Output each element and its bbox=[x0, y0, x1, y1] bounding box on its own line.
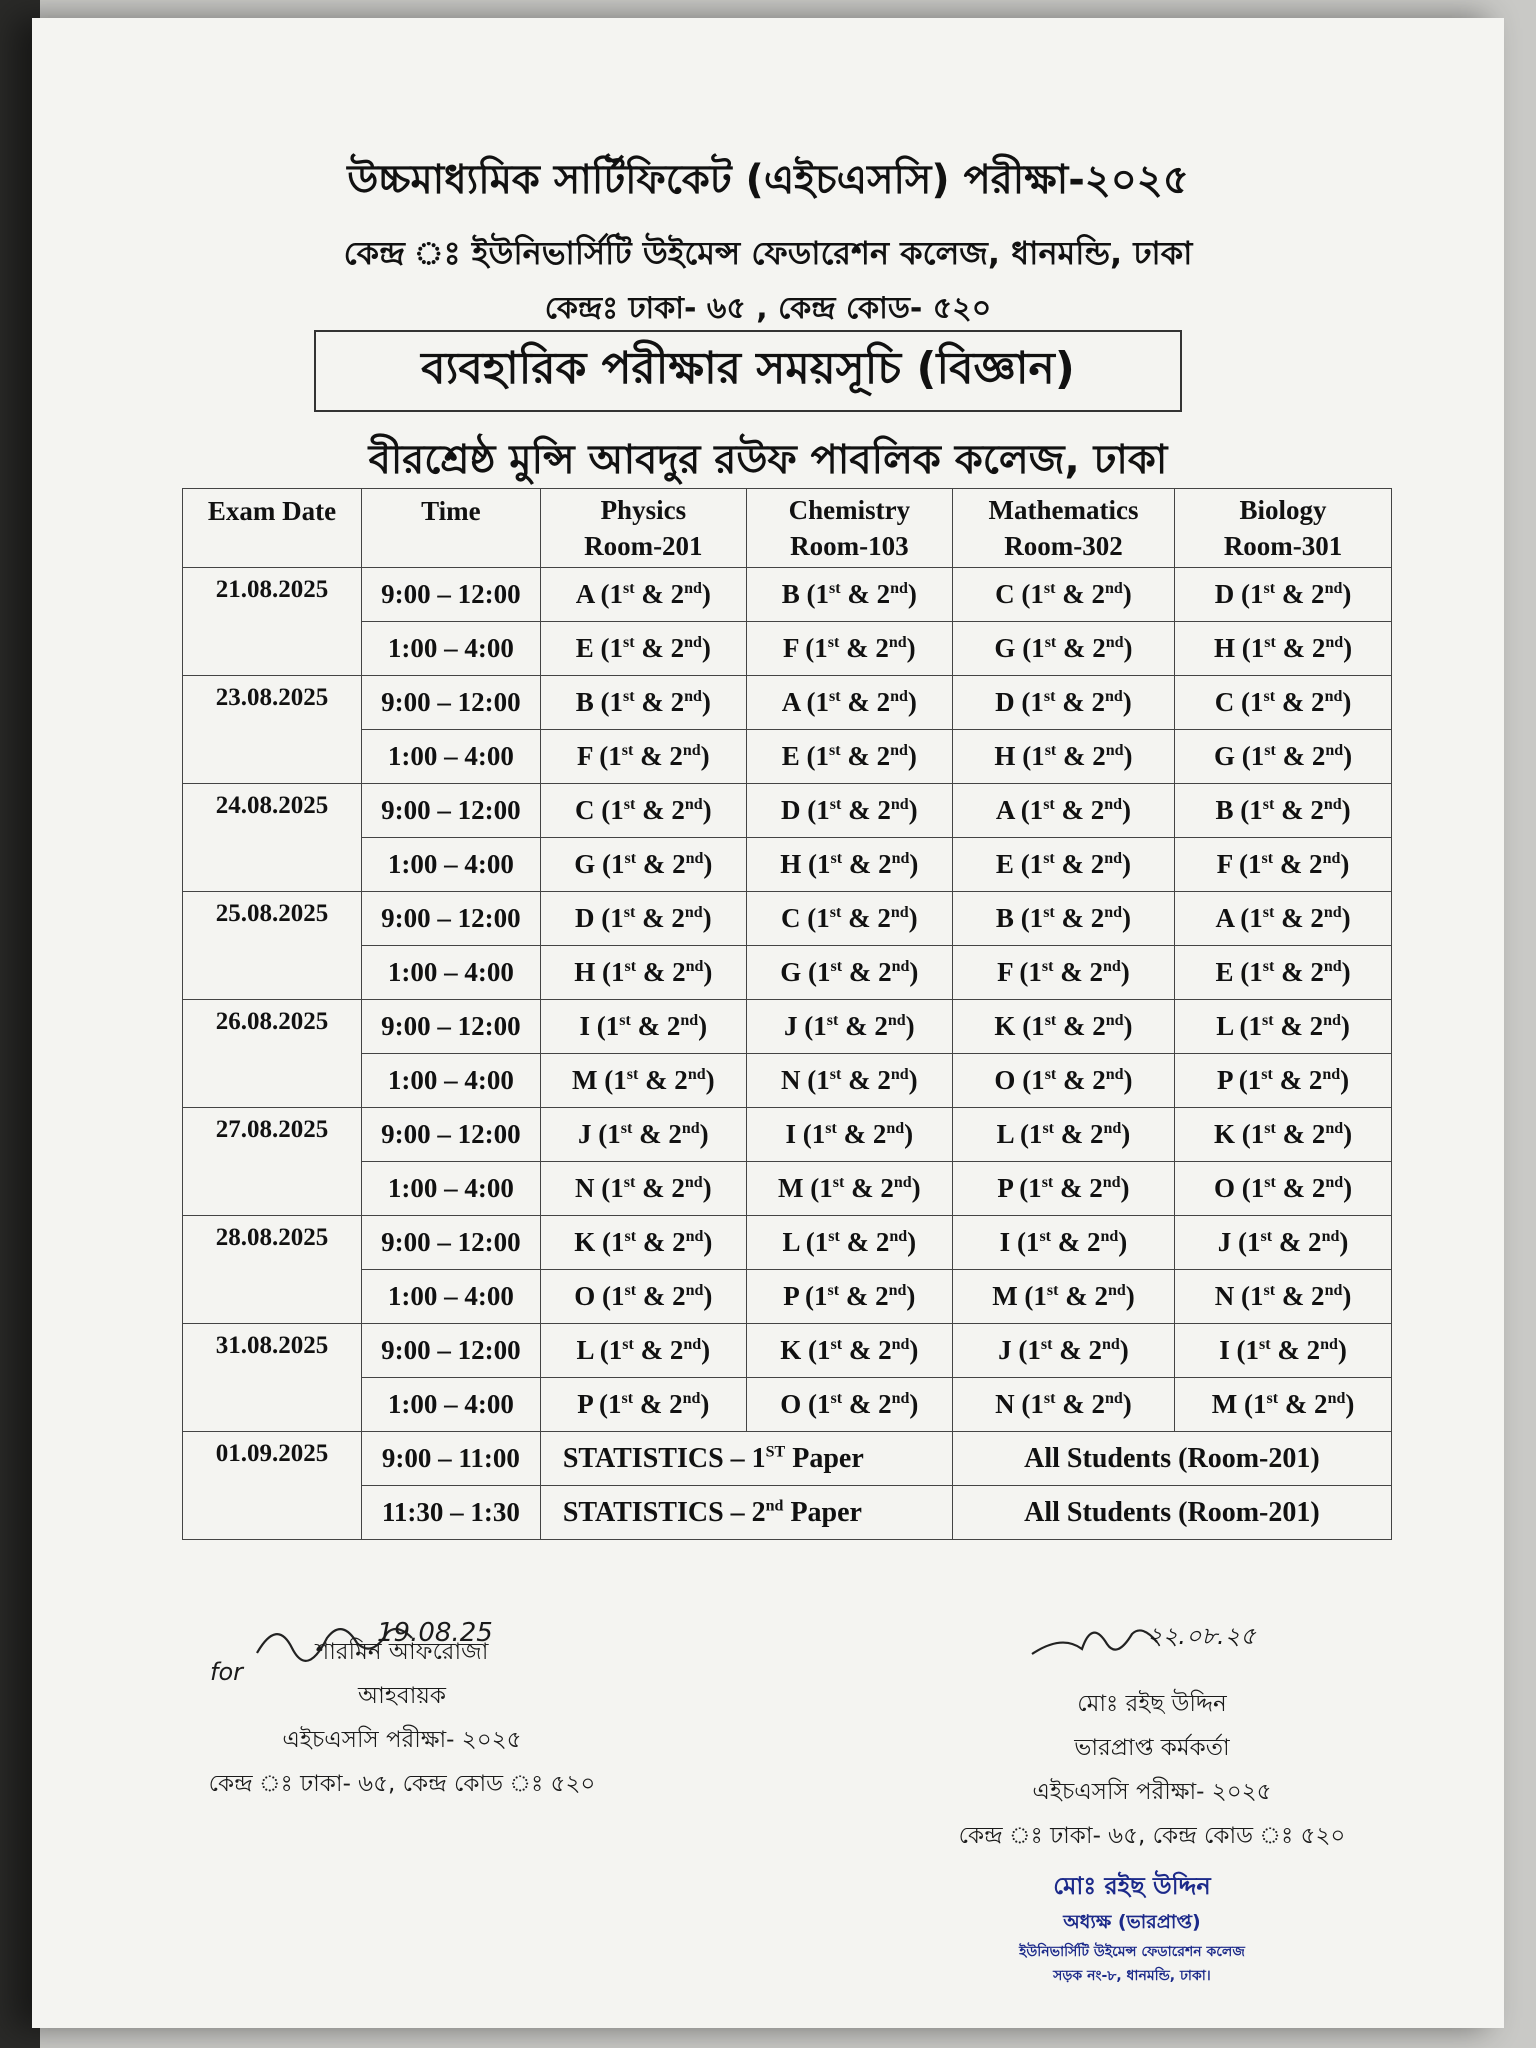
table-row bbox=[183, 730, 1392, 784]
paper-suffix: (1st & 2nd) bbox=[1022, 633, 1133, 663]
time-cell: 9:00 – 12:00 bbox=[361, 784, 540, 838]
table-row bbox=[183, 1486, 1392, 1540]
group-letter: G bbox=[574, 849, 596, 879]
center-code: কেন্দ্রঃ ঢাকা- ৬৫ , কেন্দ্র কোড- ৫২০ bbox=[544, 291, 992, 326]
paper-suffix: (1st & 2nd) bbox=[602, 957, 713, 987]
group-cell bbox=[1175, 1270, 1392, 1324]
group-letter: B bbox=[781, 579, 800, 609]
col-biology: Biology Room-301 bbox=[1175, 489, 1392, 568]
signatory-right bbox=[912, 1682, 1392, 1858]
group-cell bbox=[1175, 946, 1392, 1000]
group-letter: I bbox=[999, 1227, 1011, 1257]
table-row bbox=[183, 1432, 1392, 1486]
paper-suffix: (1st & 2nd) bbox=[1241, 741, 1353, 771]
exam-date-cell: 23.08.2025 bbox=[183, 676, 362, 784]
group-letter: G bbox=[1214, 741, 1236, 771]
group-cell bbox=[952, 1000, 1174, 1054]
table-row bbox=[183, 1000, 1392, 1054]
group-letter: A bbox=[575, 579, 594, 609]
paper-suffix: (1st & 2nd) bbox=[808, 1389, 919, 1419]
table-row bbox=[183, 1216, 1392, 1270]
group-letter: N bbox=[995, 1389, 1015, 1419]
group-letter: K bbox=[994, 1011, 1016, 1041]
group-cell bbox=[952, 1216, 1174, 1270]
paper-suffix: (1st & 2nd) bbox=[602, 1281, 713, 1311]
table-row bbox=[183, 1324, 1392, 1378]
group-letter: K bbox=[1214, 1119, 1236, 1149]
group-cell bbox=[746, 1270, 952, 1324]
group-letter: P bbox=[577, 1389, 593, 1419]
group-cell bbox=[1175, 730, 1392, 784]
paper-suffix: (1st & 2nd) bbox=[1021, 687, 1132, 717]
signatory-right-center: কেন্দ্র ঃ ঢাকা- ৬৫, কেন্দ্র কোড ঃ ৫২০ bbox=[958, 1823, 1346, 1849]
signatory-left-exam: এইচএসসি পরীক্ষা- ২০২৫ bbox=[282, 1727, 522, 1753]
signatory-left-name: শারমিন আফরোজা bbox=[315, 1639, 489, 1665]
notice-paper bbox=[32, 18, 1504, 2028]
stamp-address: সড়ক নং-৮, ধানমন্ডি, ঢাকা। bbox=[1053, 1968, 1211, 1984]
paper-suffix: (1st & 2nd) bbox=[602, 849, 713, 879]
group-letter: J bbox=[784, 1011, 798, 1041]
statistics-students-cell: All Students (Room-201) bbox=[952, 1486, 1391, 1540]
paper-suffix: (1st & 2nd) bbox=[1016, 1227, 1128, 1257]
paper-suffix: (1st & 2nd) bbox=[1241, 687, 1352, 717]
group-letter: H bbox=[780, 849, 802, 879]
group-cell bbox=[1175, 1054, 1392, 1108]
group-letter: M bbox=[1211, 1389, 1238, 1419]
group-cell bbox=[952, 622, 1174, 676]
table-row bbox=[183, 1378, 1392, 1432]
stamp-college: ইউনিভার্সিটি উইমেন্স ফেডারেশন কলেজ bbox=[1019, 1944, 1245, 1960]
paper-suffix: (1st & 2nd) bbox=[1239, 1011, 1350, 1041]
exam-date-cell: 27.08.2025 bbox=[183, 1108, 362, 1216]
paper-suffix: (1st & 2nd) bbox=[601, 1173, 712, 1203]
paper-suffix: (1st & 2nd) bbox=[596, 1011, 708, 1041]
center-name: কেন্দ্র ঃ ইউনিভার্সিটি উইমেন্স ফেডারেশন কলেজ, ধানমন্ডি, ঢাকা bbox=[343, 234, 1193, 272]
paper-suffix: (1st & 2nd) bbox=[1240, 795, 1351, 825]
time-cell: 9:00 – 12:00 bbox=[361, 1000, 540, 1054]
group-cell bbox=[540, 568, 746, 622]
paper-suffix: (1st & 2nd) bbox=[1244, 1389, 1355, 1419]
exam-date-cell: 28.08.2025 bbox=[183, 1216, 362, 1324]
group-cell bbox=[1175, 568, 1392, 622]
group-cell bbox=[952, 1324, 1174, 1378]
time-cell: 9:00 – 12:00 bbox=[361, 1216, 540, 1270]
col-time: Time bbox=[361, 489, 540, 568]
paper-suffix: (1st & 2nd) bbox=[600, 579, 711, 609]
group-cell bbox=[1175, 892, 1392, 946]
group-letter: D bbox=[1214, 579, 1235, 609]
group-cell bbox=[1175, 622, 1392, 676]
time-cell: 9:00 – 12:00 bbox=[361, 1324, 540, 1378]
group-cell bbox=[746, 1054, 952, 1108]
group-cell bbox=[952, 730, 1174, 784]
group-letter: M bbox=[992, 1281, 1018, 1311]
signatory-left-center: কেন্দ্র ঃ ঢাকা- ৬৫, কেন্দ্র কোড ঃ ৫২০ bbox=[208, 1771, 596, 1797]
group-cell bbox=[746, 1162, 952, 1216]
signatory-right-name: মোঃ রইছ উদ্দিন bbox=[1077, 1691, 1227, 1717]
paper-suffix: (1st & 2nd) bbox=[1020, 849, 1132, 879]
paper-suffix: (1st & 2nd) bbox=[1238, 1227, 1349, 1257]
group-cell bbox=[540, 1324, 746, 1378]
group-letter: E bbox=[1215, 957, 1234, 987]
paper-suffix: (1st & 2nd) bbox=[1021, 579, 1132, 609]
group-letter: F bbox=[997, 957, 1013, 987]
time-cell: 9:00 – 12:00 bbox=[361, 676, 540, 730]
paper-suffix: (1st & 2nd) bbox=[1020, 795, 1132, 825]
exam-date-cell: 25.08.2025 bbox=[183, 892, 362, 1000]
table-row bbox=[183, 838, 1392, 892]
group-letter: D bbox=[781, 795, 801, 825]
paper-suffix: (1st & 2nd) bbox=[1241, 579, 1352, 609]
signatory-left-role: আহবায়ক bbox=[357, 1683, 447, 1709]
group-cell bbox=[540, 1270, 746, 1324]
group-cell bbox=[746, 676, 952, 730]
group-cell bbox=[952, 946, 1174, 1000]
paper-suffix: (1st & 2nd) bbox=[1019, 1119, 1131, 1149]
group-letter: O bbox=[780, 1389, 802, 1419]
table-row bbox=[183, 1054, 1392, 1108]
group-cell bbox=[952, 892, 1174, 946]
paper-suffix: (1st & 2nd) bbox=[601, 795, 712, 825]
paper-suffix: (1st & 2nd) bbox=[1020, 903, 1132, 933]
paper-suffix: (1st & 2nd) bbox=[602, 1227, 713, 1257]
group-cell bbox=[746, 1000, 952, 1054]
group-letter: I bbox=[579, 1011, 591, 1041]
paper-suffix: (1st & 2nd) bbox=[1019, 1173, 1130, 1203]
group-cell bbox=[746, 730, 952, 784]
group-cell bbox=[746, 1324, 952, 1378]
paper-suffix: (1st & 2nd) bbox=[807, 903, 918, 933]
venue-name: বীরশ্রেষ্ঠ মুন্সি আবদুর রউফ পাবলিক কলেজ, ঢাকা bbox=[368, 437, 1168, 483]
time-cell: 1:00 – 4:00 bbox=[361, 622, 540, 676]
group-letter: A bbox=[1215, 903, 1234, 933]
group-cell bbox=[540, 838, 746, 892]
group-letter: P bbox=[783, 1281, 799, 1311]
table-row bbox=[183, 1162, 1392, 1216]
group-letter: J bbox=[578, 1119, 592, 1149]
paper-suffix: (1st & 2nd) bbox=[1019, 957, 1130, 987]
group-letter: I bbox=[1219, 1335, 1230, 1365]
col-mathematics: Mathematics Room-302 bbox=[952, 489, 1174, 568]
paper-suffix: (1st & 2nd) bbox=[1022, 741, 1133, 771]
group-cell bbox=[746, 1108, 952, 1162]
table-row bbox=[183, 622, 1392, 676]
exam-date-cell: 01.09.2025 bbox=[183, 1432, 362, 1540]
signature-left-date: 19.08.25 bbox=[377, 1618, 493, 1648]
paper-suffix: (1st & 2nd) bbox=[599, 741, 710, 771]
group-letter: A bbox=[781, 687, 800, 717]
paper-suffix: (1st & 2nd) bbox=[1241, 1119, 1353, 1149]
group-cell bbox=[540, 1108, 746, 1162]
paper-suffix: (1st & 2nd) bbox=[806, 741, 917, 771]
group-letter: L bbox=[576, 1335, 594, 1365]
group-letter: C bbox=[575, 795, 595, 825]
group-cell bbox=[540, 730, 746, 784]
group-cell bbox=[746, 1216, 952, 1270]
group-cell bbox=[952, 676, 1174, 730]
paper-suffix: (1st & 2nd) bbox=[1018, 1335, 1129, 1365]
group-letter: K bbox=[574, 1227, 596, 1257]
paper-suffix: (1st & 2nd) bbox=[1021, 1389, 1132, 1419]
paper-suffix: (1st & 2nd) bbox=[1239, 849, 1350, 879]
group-cell bbox=[952, 784, 1174, 838]
group-letter: N bbox=[575, 1173, 595, 1203]
group-letter: B bbox=[1215, 795, 1234, 825]
paper-suffix: (1st & 2nd) bbox=[805, 633, 916, 663]
exam-date-cell: 31.08.2025 bbox=[183, 1324, 362, 1432]
group-cell bbox=[1175, 676, 1392, 730]
paper-suffix: (1st & 2nd) bbox=[1024, 1281, 1135, 1311]
practical-schedule-table bbox=[182, 488, 1392, 1540]
col-physics: Physics Room-201 bbox=[540, 489, 746, 568]
group-letter: P bbox=[997, 1173, 1013, 1203]
group-cell bbox=[540, 622, 746, 676]
group-letter: E bbox=[575, 633, 594, 663]
for-mark: for bbox=[210, 1658, 243, 1686]
group-cell bbox=[952, 568, 1174, 622]
time-cell: 9:00 – 12:00 bbox=[361, 892, 540, 946]
signature-right-date: ২২.০৮.২৫ bbox=[1147, 1622, 1256, 1650]
paper-suffix: (1st & 2nd) bbox=[599, 1389, 710, 1419]
group-cell bbox=[540, 1162, 746, 1216]
table-row bbox=[183, 1270, 1392, 1324]
paper-suffix: (1st & 2nd) bbox=[1238, 1065, 1350, 1095]
paper-suffix: (1st & 2nd) bbox=[600, 633, 711, 663]
paper-suffix: (1st & 2nd) bbox=[807, 1065, 918, 1095]
group-letter: B bbox=[575, 687, 594, 717]
group-letter: E bbox=[781, 741, 800, 771]
group-cell bbox=[1175, 1378, 1392, 1432]
paper-suffix: (1st & 2nd) bbox=[1240, 957, 1351, 987]
paper-suffix: (1st & 2nd) bbox=[1240, 903, 1351, 933]
time-cell: 1:00 – 4:00 bbox=[361, 1054, 540, 1108]
group-cell bbox=[1175, 1216, 1392, 1270]
time-cell: 9:00 – 12:00 bbox=[361, 1108, 540, 1162]
time-cell: 9:00 – 11:00 bbox=[361, 1432, 540, 1486]
group-letter: L bbox=[782, 1227, 800, 1257]
paper-suffix: (1st & 2nd) bbox=[804, 1011, 915, 1041]
group-cell bbox=[952, 1162, 1174, 1216]
group-letter: L bbox=[996, 1119, 1014, 1149]
group-letter: P bbox=[1217, 1065, 1233, 1095]
table-row bbox=[183, 568, 1392, 622]
group-letter: K bbox=[780, 1335, 802, 1365]
exam-heading: উচ্চমাধ্যমিক সার্টিফিকেট (এইচএসসি) পরীক্ষা-২০২৫ bbox=[347, 157, 1189, 203]
group-letter: G bbox=[994, 633, 1016, 663]
group-letter: C bbox=[781, 903, 801, 933]
table-header-row bbox=[183, 489, 1392, 568]
group-cell bbox=[540, 1378, 746, 1432]
group-cell bbox=[1175, 1324, 1392, 1378]
group-letter: H bbox=[994, 741, 1016, 771]
paper-suffix: (1st & 2nd) bbox=[599, 1335, 711, 1365]
paper-suffix: (1st & 2nd) bbox=[600, 687, 711, 717]
stamp-title: অধ্যক্ষ (ভারপ্রাপ্ত) bbox=[1063, 1911, 1201, 1933]
group-letter: H bbox=[574, 957, 596, 987]
statistics-students-cell: All Students (Room-201) bbox=[952, 1432, 1391, 1486]
time-cell: 1:00 – 4:00 bbox=[361, 1378, 540, 1432]
group-cell bbox=[540, 784, 746, 838]
col-chemistry: Chemistry Room-103 bbox=[746, 489, 952, 568]
group-letter: H bbox=[1214, 633, 1236, 663]
schedule-title: ব্যবহারিক পরীক্ষার সময়সূচি (বিজ্ঞান) bbox=[314, 330, 1182, 412]
time-cell: 1:00 – 4:00 bbox=[361, 1162, 540, 1216]
group-cell bbox=[952, 838, 1174, 892]
group-letter: G bbox=[780, 957, 802, 987]
paper-suffix: (1st & 2nd) bbox=[810, 1173, 921, 1203]
table-row bbox=[183, 946, 1392, 1000]
group-cell bbox=[746, 946, 952, 1000]
paper-suffix: (1st & 2nd) bbox=[805, 1227, 917, 1257]
time-cell: 11:30 – 1:30 bbox=[361, 1486, 540, 1540]
group-letter: D bbox=[995, 687, 1015, 717]
exam-date-cell: 26.08.2025 bbox=[183, 1000, 362, 1108]
group-cell bbox=[952, 1054, 1174, 1108]
paper-suffix: (1st & 2nd) bbox=[808, 1335, 919, 1365]
table-row bbox=[183, 784, 1392, 838]
exam-date-cell: 21.08.2025 bbox=[183, 568, 362, 676]
paper-suffix: (1st & 2nd) bbox=[806, 687, 917, 717]
paper-suffix: (1st & 2nd) bbox=[601, 903, 712, 933]
table-row bbox=[183, 892, 1392, 946]
group-letter: F bbox=[783, 633, 799, 663]
group-cell bbox=[1175, 1108, 1392, 1162]
group-cell bbox=[540, 946, 746, 1000]
group-cell bbox=[540, 1216, 746, 1270]
group-cell bbox=[746, 568, 952, 622]
statistics-paper-cell: STATISTICS – 2nd Paper bbox=[540, 1486, 952, 1540]
paper-suffix: (1st & 2nd) bbox=[807, 795, 918, 825]
group-cell bbox=[540, 1000, 746, 1054]
statistics-paper-cell: STATISTICS – 1ST Paper bbox=[540, 1432, 952, 1486]
paper-suffix: (1st & 2nd) bbox=[1022, 1011, 1133, 1041]
group-cell bbox=[1175, 1162, 1392, 1216]
group-cell bbox=[746, 1378, 952, 1432]
signatory-left bbox=[172, 1630, 632, 1806]
group-cell bbox=[746, 892, 952, 946]
time-cell: 9:00 – 12:00 bbox=[361, 568, 540, 622]
paper-suffix: (1st & 2nd) bbox=[1241, 1173, 1353, 1203]
group-cell bbox=[1175, 838, 1392, 892]
paper-suffix: (1st & 2nd) bbox=[808, 849, 919, 879]
table-row bbox=[183, 676, 1392, 730]
paper-suffix: (1st & 2nd) bbox=[805, 1281, 916, 1311]
paper-suffix: (1st & 2nd) bbox=[1241, 633, 1353, 663]
time-cell: 1:00 – 4:00 bbox=[361, 1270, 540, 1324]
signatory-right-exam: এইচএসসি পরীক্ষা- ২০২৫ bbox=[1032, 1779, 1272, 1805]
group-cell bbox=[746, 784, 952, 838]
group-cell bbox=[540, 676, 746, 730]
group-letter: I bbox=[785, 1119, 797, 1149]
group-letter: B bbox=[995, 903, 1014, 933]
col-exam-date: Exam Date bbox=[183, 489, 362, 568]
paper-suffix: (1st & 2nd) bbox=[598, 1119, 709, 1149]
group-letter: N bbox=[781, 1065, 801, 1095]
group-letter: O bbox=[574, 1281, 596, 1311]
group-letter: D bbox=[575, 903, 595, 933]
group-letter: C bbox=[1214, 687, 1235, 717]
stamp-name: মোঃ রইছ উদ্দিন bbox=[1053, 1872, 1211, 1900]
time-cell: 1:00 – 4:00 bbox=[361, 730, 540, 784]
group-letter: A bbox=[995, 795, 1014, 825]
paper-suffix: (1st & 2nd) bbox=[1241, 1281, 1352, 1311]
group-cell bbox=[1175, 784, 1392, 838]
paper-suffix: (1st & 2nd) bbox=[1022, 1065, 1133, 1095]
group-cell bbox=[952, 1270, 1174, 1324]
group-letter: N bbox=[1214, 1281, 1235, 1311]
paper-suffix: (1st & 2nd) bbox=[604, 1065, 715, 1095]
time-cell: 1:00 – 4:00 bbox=[361, 946, 540, 1000]
group-letter: E bbox=[995, 849, 1014, 879]
time-cell: 1:00 – 4:00 bbox=[361, 838, 540, 892]
table-row bbox=[183, 1108, 1392, 1162]
group-cell bbox=[1175, 1000, 1392, 1054]
group-cell bbox=[746, 622, 952, 676]
signatory-right-role: ভারপ্রাপ্ত কর্মকর্তা bbox=[1074, 1735, 1230, 1761]
paper-suffix: (1st & 2nd) bbox=[808, 957, 919, 987]
group-letter: J bbox=[1217, 1227, 1232, 1257]
group-letter: O bbox=[1214, 1173, 1236, 1203]
exam-date-cell: 24.08.2025 bbox=[183, 784, 362, 892]
group-letter: L bbox=[1216, 1011, 1233, 1041]
paper-suffix: (1st & 2nd) bbox=[806, 579, 917, 609]
group-letter: J bbox=[998, 1335, 1012, 1365]
group-cell bbox=[746, 838, 952, 892]
group-cell bbox=[540, 892, 746, 946]
group-cell bbox=[540, 1054, 746, 1108]
paper-suffix: (1st & 2nd) bbox=[1236, 1335, 1347, 1365]
group-cell bbox=[952, 1108, 1174, 1162]
group-letter: F bbox=[1216, 849, 1233, 879]
group-cell bbox=[952, 1378, 1174, 1432]
paper-suffix: (1st & 2nd) bbox=[802, 1119, 914, 1149]
group-letter: O bbox=[994, 1065, 1016, 1095]
group-letter: M bbox=[778, 1173, 804, 1203]
principal-stamp bbox=[932, 1868, 1332, 1988]
group-letter: F bbox=[577, 741, 593, 771]
group-letter: C bbox=[995, 579, 1015, 609]
group-letter: M bbox=[572, 1065, 598, 1095]
